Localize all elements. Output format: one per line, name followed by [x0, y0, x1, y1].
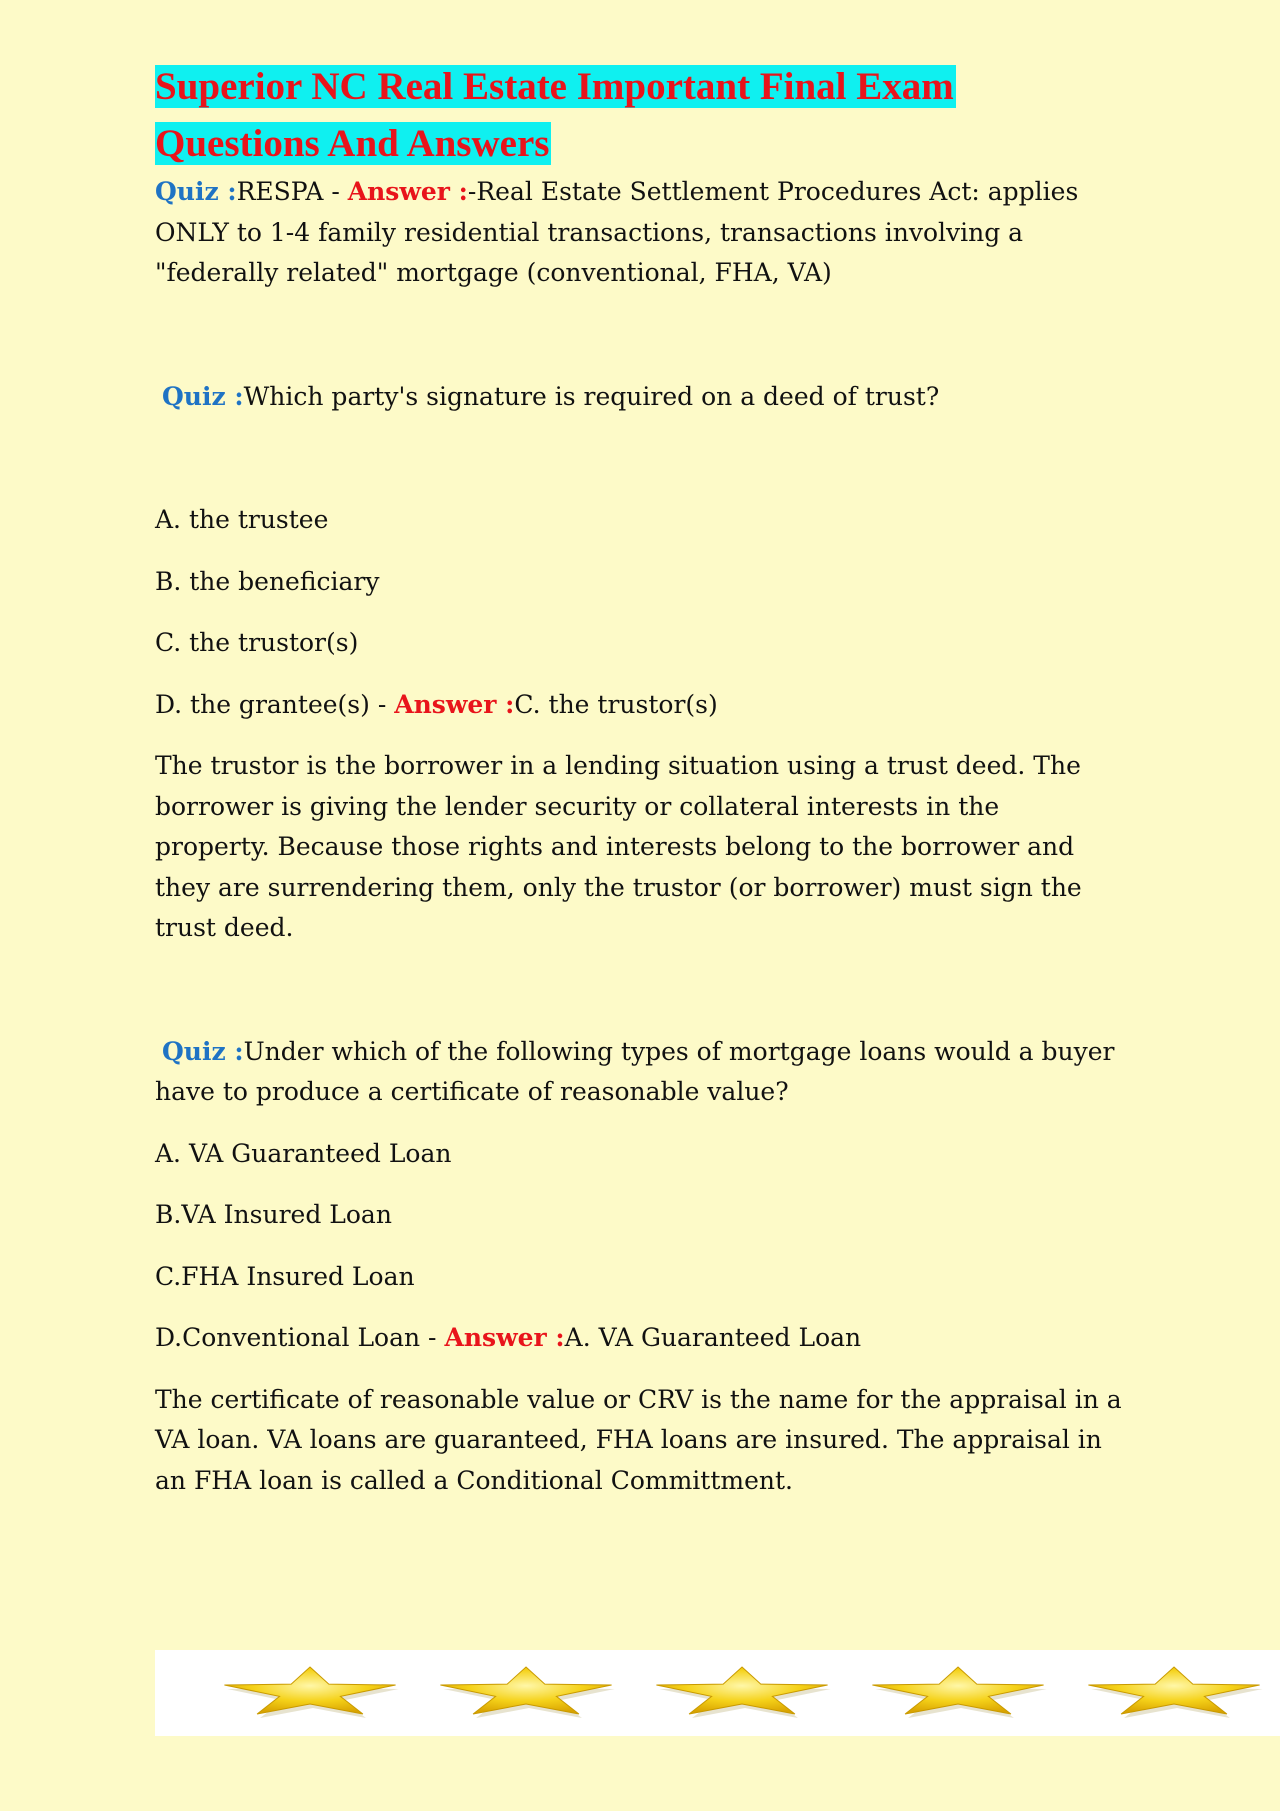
q2-option-d: D. the grantee(s) - [155, 689, 395, 719]
q2-explanation-line: borrower is giving the lender security or collateral interests in the [155, 791, 1000, 821]
q3-question-block [155, 1032, 1130, 1073]
q3-option-c: C.FHA Insured Loan [155, 1261, 415, 1291]
q2-explanation-line: The trustor is the borrower in a lending situation using a trust deed. The [155, 751, 1081, 780]
q1-block [155, 172, 1130, 294]
star-row [155, 1650, 1280, 1736]
quiz-label: Quiz : [155, 177, 237, 206]
q3-explanation-line: an FHA loan is called a Conditional Committment. [155, 1465, 793, 1495]
q3-question-1: Under which of the following types of mortgage loans would a buyer [243, 1036, 1115, 1066]
q2-option-a: A. the trustee [155, 505, 329, 534]
q1-answer-1: -Real Estate Settlement Procedures Act: applies [467, 177, 1079, 206]
q2-option-d-block [155, 685, 1130, 726]
title-line-1: Superior NC Real Estate Important Final Exam [155, 65, 954, 108]
q2-answer: C. the trustor(s) [514, 689, 718, 719]
q2-option-c: C. the trustor(s) [155, 628, 359, 657]
answer-label: Answer : [394, 689, 515, 719]
q3-explanation [155, 1380, 1130, 1502]
answer-label: Answer : [444, 1323, 565, 1352]
q1-answer-2: ONLY to 1-4 family residential transactions, transactions involving a [155, 217, 1024, 247]
title-line-2: Questions And Answers [155, 122, 550, 165]
q1-answer-3: "federally related" mortgage (conventional, FHA, VA) [155, 258, 832, 287]
q2-explanation-line: property. Because those rights and interests belong to the borrower and [155, 832, 1075, 861]
q3-answer: A. VA Guaranteed Loan [564, 1323, 862, 1352]
q3-question-2: have to produce a certificate of reasonable value? [155, 1077, 789, 1106]
q3-option-a: A. VA Guaranteed Loan [155, 1138, 452, 1168]
q2-explanation [155, 746, 1130, 949]
quiz-label: Quiz : [162, 1036, 244, 1066]
q2-explanation-line: they are surrendering them, only the trustor (or borrower) must sign the [155, 872, 1082, 902]
q2-option-b: B. the beneficiary [155, 566, 380, 596]
q1-question: RESPA - [236, 177, 348, 206]
q3-option-d: D.Conventional Loan - [155, 1323, 445, 1352]
q2-explanation-line: trust deed. [155, 913, 294, 942]
star-rating-banner [155, 1650, 1280, 1736]
q3-explanation-line: VA loan. VA loans are guaranteed, FHA loans are insured. The appraisal in [155, 1425, 1102, 1454]
q3-option-d-block [155, 1318, 1130, 1359]
q3-option-b: B.VA Insured Loan [155, 1200, 392, 1229]
page-title [155, 58, 1130, 172]
document-page [155, 58, 1130, 1501]
q2-question: Which party's signature is required on a deed of trust? [243, 381, 940, 411]
q2-question-block [155, 377, 1130, 418]
quiz-label: Quiz : [162, 381, 244, 411]
answer-label: Answer : [347, 177, 468, 206]
q3-explanation-line: The certificate of reasonable value or CRV is the name for the appraisal in a [155, 1384, 1122, 1414]
